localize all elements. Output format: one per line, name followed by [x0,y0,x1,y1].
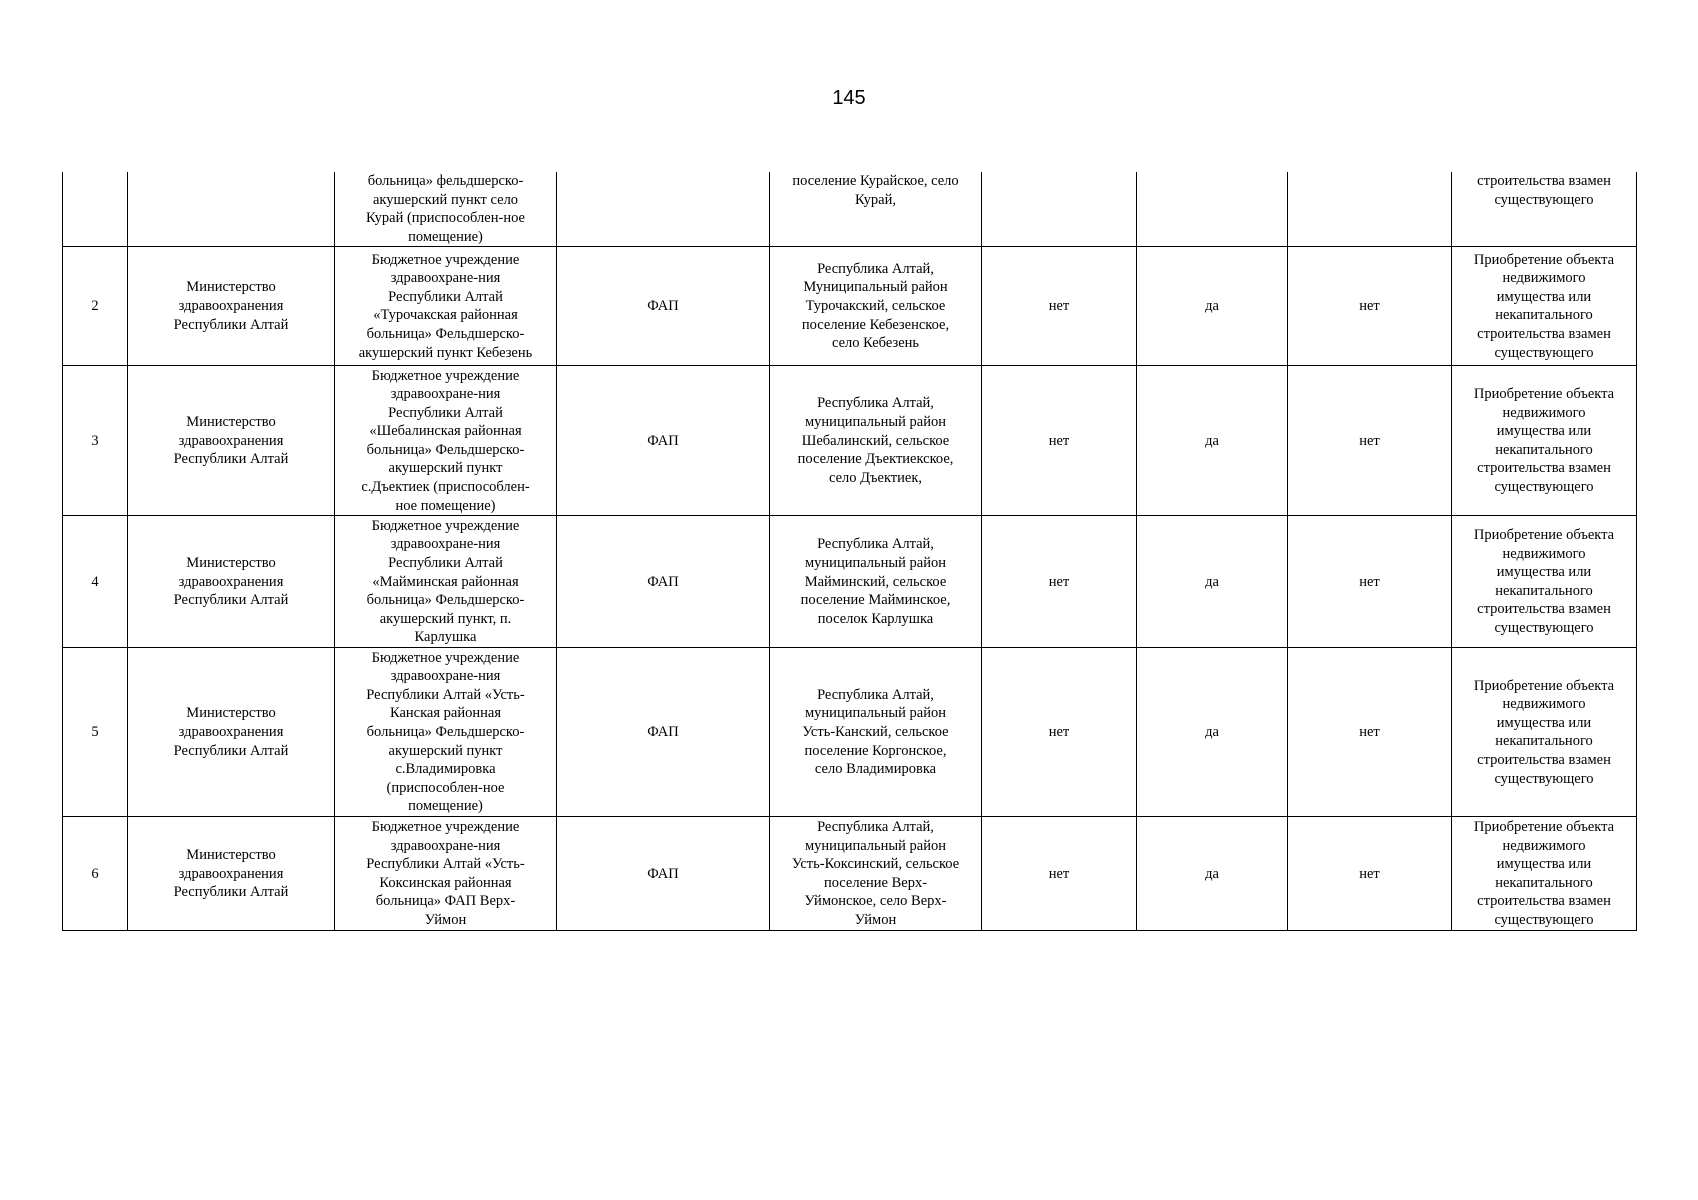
authority-cell: Министерство здравоохранения Республики Алтай [128,366,335,516]
address-cell: Республика Алтай, муниципальный район Усть-Коксинский, сельское поселение Верх- Уймонское, село Верх- Уймон [770,817,982,931]
row-number: 6 [63,817,128,931]
col6-cell: нет [982,247,1137,366]
row-number: 3 [63,366,128,516]
action-cell: Приобретение объекта недвижимого имущества или некапитального строительства взамен существующего [1452,648,1637,817]
col6-cell: нет [982,366,1137,516]
facilities-table [62,172,1637,931]
object-type-cell: ФАП [557,648,770,817]
address-cell: Республика Алтай, муниципальный район Шебалинский, сельское поселение Дъектиекское, село Дъектиек, [770,366,982,516]
authority-cell: Министерство здравоохранения Республики Алтай [128,648,335,817]
row-number: 5 [63,648,128,817]
table-row [63,366,1637,516]
address-cell: Республика Алтай, муниципальный район Майминский, сельское поселение Майминское, поселок Карлушка [770,516,982,648]
institution-cell: Бюджетное учреждение здравоохране-ния Республики Алтай «Турочакская районная больница» Фельдшерско- акушерский пункт Кебезень [335,247,557,366]
object-type-cell: ФАП [557,817,770,931]
page-number: 145 [832,87,866,109]
object-type-cell: ФАП [557,366,770,516]
col8-cell: нет [1288,648,1452,817]
col7-cell: да [1137,247,1288,366]
col7-cell [1137,172,1288,247]
col7-cell: да [1137,817,1288,931]
institution-cell: Бюджетное учреждение здравоохране-ния Республики Алтай «Усть- Коксинская районная больница» ФАП Верх- Уймон [335,817,557,931]
col7-cell: да [1137,516,1288,648]
object-type-cell: ФАП [557,516,770,648]
institution-cell: Бюджетное учреждение здравоохране-ния Республики Алтай «Майминская районная больница» Фельдшерско- акушерский пункт, п. Карлушка [335,516,557,648]
col8-cell: нет [1288,247,1452,366]
col8-cell: нет [1288,366,1452,516]
authority-cell: Министерство здравоохранения Республики Алтай [128,817,335,931]
address-cell: Республика Алтай, Муниципальный район Турочакский, сельское поселение Кебезенское, село Кебезень [770,247,982,366]
table-row [63,247,1637,366]
address-cell: поселение Курайское, село Курай, [770,172,982,247]
table-row [63,172,1637,247]
col6-cell: нет [982,648,1137,817]
table-row [63,648,1637,817]
authority-cell: Министерство здравоохранения Республики Алтай [128,516,335,648]
action-cell: Приобретение объекта недвижимого имущества или некапитального строительства взамен существующего [1452,247,1637,366]
institution-cell: больница» фельдшерско- акушерский пункт село Курай (приспособлен-ное помещение) [335,172,557,247]
col7-cell: да [1137,648,1288,817]
action-cell: Приобретение объекта недвижимого имущества или некапитального строительства взамен существующего [1452,516,1637,648]
row-number: 2 [63,247,128,366]
object-type-cell: ФАП [557,247,770,366]
action-cell: Приобретение объекта недвижимого имущества или некапитального строительства взамен существующего [1452,366,1637,516]
institution-cell: Бюджетное учреждение здравоохране-ния Республики Алтай «Шебалинская районная больница» Фельдшерско- акушерский пункт с.Дъектиек (приспособлен- ное помещение) [335,366,557,516]
col8-cell: нет [1288,516,1452,648]
col6-cell [982,172,1137,247]
col7-cell: да [1137,366,1288,516]
col6-cell: нет [982,516,1137,648]
authority-cell [128,172,335,247]
address-cell: Республика Алтай, муниципальный район Усть-Канский, сельское поселение Коргонское, село Владимировка [770,648,982,817]
row-number [63,172,128,247]
authority-cell: Министерство здравоохранения Республики Алтай [128,247,335,366]
table-row [63,817,1637,931]
col8-cell: нет [1288,817,1452,931]
row-number: 4 [63,516,128,648]
action-cell: Приобретение объекта недвижимого имущества или некапитального строительства взамен существующего [1452,817,1637,931]
col8-cell [1288,172,1452,247]
object-type-cell [557,172,770,247]
institution-cell: Бюджетное учреждение здравоохране-ния Республики Алтай «Усть- Канская районная больница» Фельдшерско- акушерский пункт с.Владимировка (приспособлен-ное помещение) [335,648,557,817]
table-row [63,516,1637,648]
action-cell: строительства взамен существующего [1452,172,1637,247]
col6-cell: нет [982,817,1137,931]
